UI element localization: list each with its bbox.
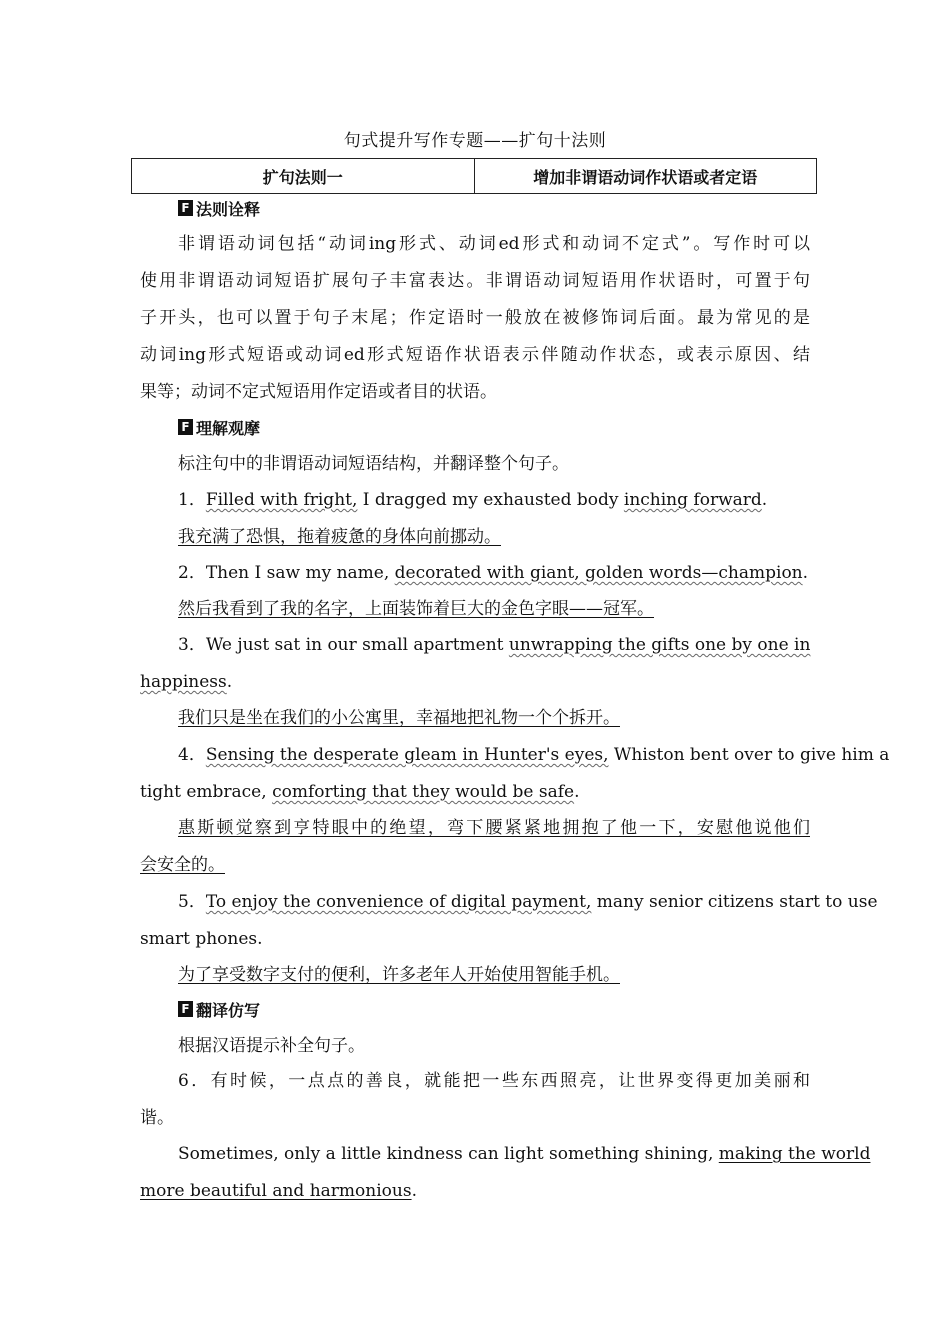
example-number: 6． [178,1071,211,1091]
example-3-en [178,633,810,657]
translation-text: 我们只是坐在我们的小公寓里，幸福地把礼物一个个拆开。 [178,708,620,728]
example-5-cn [178,963,810,987]
rule-table [131,158,817,194]
section-marker-icon: F [178,419,193,435]
nonfinite-phrase: decorated with giant, golden words—champion [394,563,803,583]
example-2-en [178,561,810,585]
example-number: 4． [178,745,206,765]
section-label: 法则诠释 [196,199,261,219]
sentence-text: . [411,1181,417,1201]
explain-line-1: 非谓语动词包括“动词ing形式、动词ed形式和动词不定式”。写作时可以 [178,234,810,254]
example-number: 5． [178,892,206,912]
sentence-text: Then I saw my name, [205,563,395,583]
section-marker-icon: F [178,200,193,216]
example-4-en [178,743,890,767]
sentence-text: many senior citizens start to use [591,892,878,912]
translation-text: 为了享受数字支付的便利，许多老年人开始使用智能手机。 [178,965,620,985]
observe-instruction: 标注句中的非谓语动词短语结构，并翻译整个句子。 [178,454,569,474]
example-6-cn [178,1069,810,1093]
section-marker-icon: F [178,1001,193,1017]
answer-text: making the world [718,1144,871,1164]
translation-text: 会安全的。 [140,855,225,875]
example-1-en [178,488,810,512]
sentence-text: . [802,563,809,583]
sentence-text: I dragged my exhausted body [357,490,624,510]
section-heading-observe [178,416,260,438]
example-4-en-cont [140,780,810,804]
example-4-cn-cont [140,853,810,877]
example-4-cn [178,816,810,840]
translation-text: 然后我看到了我的名字，上面装饰着巨大的金色字眼——冠军。 [178,599,654,619]
sentence-text: Sometimes, only a little kindness can light something shining, [178,1144,719,1164]
answer-text: more beautiful and harmonious [140,1181,412,1201]
example-6-en-cont [140,1179,810,1203]
section-heading-explain [178,197,260,219]
explain-line-4: 动词ing形式短语或动词ed形式短语作状语表示伴随动作状态，或表示原因、结 [140,345,810,365]
sentence-text: . [574,782,580,802]
sentence-text: . [226,672,233,692]
section-label: 理解观摩 [196,418,261,438]
sentence-text: We just sat in our small apartment [205,635,509,655]
example-1-cn [178,525,810,549]
rule-description-cell: 增加非谓语动词作状语或者定语 [474,159,817,193]
section-label: 翻译仿写 [196,1000,261,1020]
explain-line-2: 使用非谓语动词短语扩展句子丰富表达。非谓语动词短语用作状语时，可置于句 [140,271,810,291]
nonfinite-phrase: Filled with fright, [205,490,358,510]
example-5-en [178,890,878,914]
example-6-en [178,1142,871,1166]
translation-text: 我充满了恐惧，拖着疲惫的身体向前挪动。 [178,527,501,547]
prompt-text: 有时候，一点点的善良，就能把一些东西照亮，让世界变得更加美丽和 [210,1071,810,1091]
sentence-text: Whiston bent over to give him a [608,745,890,765]
nonfinite-phrase: comforting that they would be safe [272,782,575,802]
example-5-en-cont: smart phones. [140,929,263,949]
nonfinite-phrase: unwrapping the gifts one by one in [508,635,811,655]
rule-name-cell: 扩句法则一 [262,167,343,187]
example-number: 1． [178,490,206,510]
translate-instruction: 根据汉语提示补全句子。 [178,1036,365,1056]
example-6-cn-cont: 谐。 [140,1108,174,1128]
explain-line-3: 子开头，也可以置于句子末尾；作定语时一般放在被修饰词后面。最为常见的是 [140,308,810,328]
explain-line-5: 果等；动词不定式短语用作定语或者目的状语。 [140,382,497,402]
example-number: 2． [178,563,206,583]
nonfinite-phrase: inching forward [623,490,762,510]
sentence-text: . [761,490,768,510]
example-number: 3． [178,635,206,655]
example-3-cn [178,706,810,730]
sentence-text: tight embrace, [140,782,273,802]
example-3-en-cont [140,670,810,694]
nonfinite-phrase: To enjoy the convenience of digital payment, [205,892,592,912]
document-title: 句式提升写作专题——扩句十法则 [343,131,607,151]
translation-text: 惠斯顿觉察到亨特眼中的绝望，弯下腰紧紧地拥抱了他一下，安慰他说他们 [178,818,810,838]
example-2-cn [178,597,810,621]
section-heading-translate [178,998,260,1020]
nonfinite-phrase: Sensing the desperate gleam in Hunter's eyes, [205,745,609,765]
nonfinite-phrase: happiness [140,672,227,692]
